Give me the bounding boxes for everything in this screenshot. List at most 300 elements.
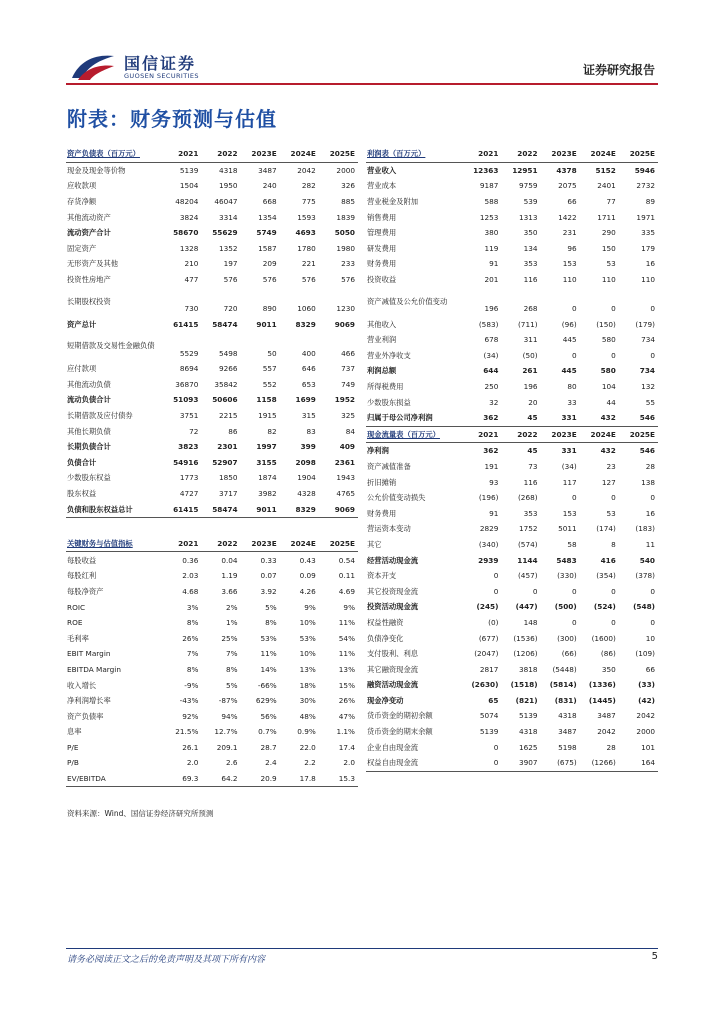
table-row bbox=[66, 408, 358, 424]
value-cell: 12363 bbox=[473, 165, 499, 175]
table-row bbox=[66, 646, 358, 662]
value-cell: 36870 bbox=[175, 379, 199, 389]
row-label: 流动资产合计 bbox=[67, 228, 111, 238]
row-label: 销售费用 bbox=[367, 212, 397, 222]
value-cell: 2829 bbox=[479, 524, 499, 534]
value-cell: 12951 bbox=[512, 165, 538, 175]
row-label: 归属于母公司净利润 bbox=[366, 410, 462, 426]
value-cell: 678 bbox=[484, 335, 499, 345]
value-cell: 221 bbox=[301, 259, 316, 269]
value-cell: 25% bbox=[221, 633, 238, 643]
value-cell: 0.04 bbox=[221, 555, 238, 565]
value-cell: 101 bbox=[641, 742, 655, 752]
value-cell: 0 bbox=[572, 617, 577, 627]
page-title: 附表：财务预测与估值 bbox=[67, 107, 277, 131]
row-label: ROE bbox=[67, 618, 83, 628]
table-row bbox=[66, 392, 358, 408]
row-label: 流动负债合计 bbox=[67, 395, 111, 405]
header-divider bbox=[66, 83, 658, 85]
value-cell: (2630) bbox=[471, 680, 499, 690]
value-cell: 1950 bbox=[219, 181, 238, 191]
value-cell: (179) bbox=[635, 319, 655, 329]
table-row bbox=[366, 287, 658, 316]
table-row bbox=[66, 552, 358, 568]
value-cell: 8% bbox=[186, 618, 199, 628]
row-label: 其它投资现金流 bbox=[367, 586, 419, 596]
value-cell: 23 bbox=[606, 461, 616, 471]
value-cell: 153 bbox=[562, 508, 577, 518]
value-cell: 11 bbox=[645, 539, 655, 549]
value-cell: 134 bbox=[523, 243, 538, 253]
value-cell: 2215 bbox=[219, 411, 238, 421]
row-label: ROIC bbox=[67, 602, 86, 612]
value-cell: 1773 bbox=[179, 473, 199, 483]
value-cell: (1445) bbox=[588, 695, 616, 705]
table-row bbox=[366, 225, 658, 241]
row-label: 应收款项 bbox=[67, 181, 97, 191]
value-cell: 466 bbox=[341, 348, 355, 358]
value-cell: 2075 bbox=[558, 181, 577, 191]
value-cell: 2.6 bbox=[225, 758, 238, 768]
value-cell: 0 bbox=[493, 571, 499, 581]
value-cell: 0 bbox=[493, 742, 499, 752]
table-row bbox=[366, 474, 658, 490]
table-row bbox=[366, 443, 658, 459]
value-cell: 1.1% bbox=[336, 727, 355, 737]
year-header: 2021 bbox=[162, 536, 201, 552]
value-cell: 3717 bbox=[219, 488, 238, 498]
value-cell: (109) bbox=[635, 649, 655, 659]
value-cell: 1060 bbox=[297, 304, 316, 314]
row-label: 长期负债合计 bbox=[67, 442, 111, 452]
row-label: 融资活动现金流 bbox=[367, 680, 419, 690]
value-cell: 0 bbox=[650, 493, 655, 503]
value-cell: 65 bbox=[488, 695, 499, 705]
table-row bbox=[66, 209, 358, 225]
value-cell: 26% bbox=[182, 633, 199, 643]
value-cell: 8% bbox=[186, 664, 199, 674]
table-row bbox=[66, 194, 358, 210]
value-cell: 33 bbox=[567, 397, 577, 407]
table-row bbox=[66, 162, 358, 178]
value-cell: (5448) bbox=[552, 664, 577, 674]
value-cell: 138 bbox=[641, 477, 655, 487]
value-cell: 353 bbox=[523, 508, 538, 518]
footer-disclaimer: 请务必阅读正文之后的免责声明及其项下所有内容 bbox=[67, 955, 266, 965]
value-cell: 576 bbox=[223, 275, 238, 285]
value-cell: 576 bbox=[262, 275, 277, 285]
value-cell: 261 bbox=[522, 366, 538, 376]
value-cell: 5% bbox=[226, 680, 238, 690]
row-label: 每股净资产 bbox=[67, 586, 104, 596]
table-row bbox=[366, 209, 658, 225]
value-cell: 1253 bbox=[479, 212, 499, 222]
value-cell: 2.0 bbox=[343, 758, 355, 768]
value-cell: 546 bbox=[619, 410, 658, 426]
value-cell: 0 bbox=[493, 586, 499, 596]
value-cell: 0 bbox=[611, 304, 616, 314]
value-cell: 0.11 bbox=[338, 571, 355, 581]
value-cell: 353 bbox=[523, 259, 538, 269]
value-cell: 0.09 bbox=[299, 571, 316, 581]
value-cell: 7% bbox=[226, 649, 238, 659]
value-cell: 231 bbox=[562, 228, 577, 238]
row-label: 财务费用 bbox=[367, 508, 397, 518]
value-cell: 1230 bbox=[336, 304, 355, 314]
value-cell: 0 bbox=[650, 617, 655, 627]
year-header: 2025E bbox=[319, 146, 358, 162]
value-cell: 1915 bbox=[258, 411, 277, 421]
value-cell: 8329 bbox=[295, 319, 316, 329]
value-cell: (34) bbox=[483, 350, 499, 360]
table-row bbox=[366, 708, 658, 724]
value-cell: 250 bbox=[484, 382, 499, 392]
footer-divider bbox=[66, 948, 658, 949]
value-cell: 4693 bbox=[295, 228, 316, 238]
value-cell: 56% bbox=[260, 711, 277, 721]
value-cell: 399 bbox=[300, 442, 316, 452]
value-cell: 2.4 bbox=[265, 758, 277, 768]
value-cell: 12.7% bbox=[214, 727, 238, 737]
value-cell: 1144 bbox=[517, 555, 538, 565]
value-cell: 2732 bbox=[636, 181, 655, 191]
value-cell: 362 bbox=[483, 446, 499, 456]
value-cell: 400 bbox=[301, 348, 316, 358]
value-cell: 546 bbox=[639, 446, 655, 456]
row-label: 净利润 bbox=[367, 446, 389, 456]
value-cell: 10 bbox=[645, 633, 655, 643]
value-cell: 350 bbox=[601, 664, 616, 674]
value-cell: -9% bbox=[184, 680, 199, 690]
value-cell: 557 bbox=[262, 364, 277, 374]
value-cell: 2817 bbox=[479, 664, 499, 674]
value-cell: 28 bbox=[606, 742, 616, 752]
value-cell: 48% bbox=[299, 711, 316, 721]
value-cell: 282 bbox=[301, 181, 316, 191]
value-cell: 15.3 bbox=[319, 771, 358, 787]
year-header: 2021 bbox=[462, 146, 501, 162]
value-cell: (1206) bbox=[513, 649, 538, 659]
value-cell: 53% bbox=[260, 633, 277, 643]
value-cell: 91 bbox=[489, 259, 499, 269]
logo-name-cn: 国信证券 bbox=[124, 54, 197, 73]
value-cell: (1518) bbox=[510, 680, 538, 690]
value-cell: 5498 bbox=[219, 348, 238, 358]
row-label: 其他收入 bbox=[367, 319, 397, 329]
value-cell: 445 bbox=[561, 366, 577, 376]
row-label: 存货净额 bbox=[67, 197, 97, 207]
value-cell: 5074 bbox=[479, 711, 499, 721]
value-cell: 5139 bbox=[479, 727, 499, 737]
table-row bbox=[366, 194, 658, 210]
value-cell: (574) bbox=[517, 539, 538, 549]
value-cell: 1504 bbox=[179, 181, 199, 191]
value-cell: 48204 bbox=[175, 197, 199, 207]
table-row bbox=[366, 755, 658, 771]
table-row bbox=[366, 724, 658, 740]
section-spacer bbox=[66, 527, 358, 536]
value-cell: 432 bbox=[580, 410, 619, 426]
table-row bbox=[366, 394, 658, 410]
table-row bbox=[66, 486, 358, 502]
value-cell: (677) bbox=[478, 633, 499, 643]
page-header bbox=[0, 0, 724, 90]
value-cell: 4378 bbox=[556, 165, 577, 175]
value-cell: 15% bbox=[338, 680, 355, 690]
row-label: 其它 bbox=[367, 539, 382, 549]
row-label: 其他流动资产 bbox=[67, 212, 111, 222]
value-cell: 2939 bbox=[478, 555, 499, 565]
value-cell: (354) bbox=[596, 571, 616, 581]
value-cell: 326 bbox=[341, 181, 355, 191]
value-cell: 1971 bbox=[636, 212, 655, 222]
value-cell: 69.3 bbox=[162, 771, 201, 787]
value-cell: 104 bbox=[601, 382, 616, 392]
value-cell: 890 bbox=[262, 304, 277, 314]
value-cell: 51093 bbox=[173, 395, 199, 405]
value-cell: (50) bbox=[522, 350, 538, 360]
value-cell: 0.9% bbox=[297, 727, 316, 737]
source-note: 资料来源：Wind、国信证券经济研究所预测 bbox=[67, 809, 214, 818]
table-row bbox=[366, 162, 658, 178]
value-cell: -87% bbox=[218, 696, 238, 706]
value-cell: (831) bbox=[554, 695, 577, 705]
table-row bbox=[66, 693, 358, 709]
value-cell: 26.1 bbox=[182, 742, 199, 752]
value-cell: 53 bbox=[606, 508, 616, 518]
value-cell: 1352 bbox=[219, 243, 238, 253]
row-label: 公允价值变动损失 bbox=[367, 493, 426, 503]
value-cell: -43% bbox=[179, 696, 199, 706]
row-label: 股东权益 bbox=[67, 488, 97, 498]
value-cell: (524) bbox=[593, 602, 616, 612]
value-cell: 0 bbox=[532, 586, 538, 596]
value-cell: (196) bbox=[478, 493, 499, 503]
row-label: 收入增长 bbox=[67, 680, 97, 690]
value-cell: 629% bbox=[255, 696, 277, 706]
value-cell: (86) bbox=[600, 649, 616, 659]
row-label: EBITDA Margin bbox=[67, 664, 121, 674]
value-cell: 46047 bbox=[214, 197, 238, 207]
row-label: 研发费用 bbox=[367, 243, 397, 253]
value-cell: 2042 bbox=[636, 711, 655, 721]
year-header: 2025E bbox=[319, 536, 358, 552]
value-cell: 119 bbox=[484, 243, 499, 253]
value-cell: 55629 bbox=[212, 228, 238, 238]
row-label: 现金净变动 bbox=[367, 695, 404, 705]
row-label: 折旧摊销 bbox=[367, 477, 397, 487]
table-row bbox=[366, 272, 658, 288]
value-cell: 8% bbox=[265, 618, 277, 628]
row-label: 现金及现金等价物 bbox=[67, 165, 126, 175]
year-header: 2022 bbox=[501, 146, 540, 162]
row-label: 长期借款及应付债券 bbox=[67, 411, 133, 421]
value-cell: 61415 bbox=[173, 319, 199, 329]
value-cell: 58 bbox=[567, 539, 577, 549]
value-cell: 53 bbox=[606, 259, 616, 269]
value-cell: 268 bbox=[523, 304, 538, 314]
value-cell: 1839 bbox=[336, 212, 355, 222]
value-cell: 22.0 bbox=[299, 742, 316, 752]
value-cell: 0 bbox=[611, 350, 616, 360]
value-cell: 3751 bbox=[179, 411, 199, 421]
value-cell: 734 bbox=[639, 366, 655, 376]
value-cell: 196 bbox=[484, 304, 499, 314]
value-cell: 240 bbox=[262, 181, 277, 191]
value-cell: 50 bbox=[267, 348, 277, 358]
value-cell: 13% bbox=[338, 664, 355, 674]
value-cell: 540 bbox=[639, 555, 655, 565]
row-label: 其他流动负债 bbox=[67, 379, 111, 389]
value-cell: 576 bbox=[341, 275, 355, 285]
table-row bbox=[66, 677, 358, 693]
value-cell: 331 bbox=[541, 410, 580, 426]
value-cell: 0 bbox=[650, 304, 655, 314]
value-cell: 1587 bbox=[258, 243, 277, 253]
value-cell: (34) bbox=[561, 461, 577, 471]
value-cell: 197 bbox=[223, 259, 238, 269]
value-cell: 3818 bbox=[519, 664, 538, 674]
value-cell: 416 bbox=[600, 555, 616, 565]
row-label: 毛利率 bbox=[67, 633, 89, 643]
value-cell: 2098 bbox=[295, 457, 316, 467]
value-cell: 644 bbox=[483, 366, 499, 376]
value-cell: 1593 bbox=[297, 212, 316, 222]
row-label: 短期借款及交易性金融负债 bbox=[67, 341, 155, 351]
row-label: 营业成本 bbox=[367, 181, 397, 191]
value-cell: 3982 bbox=[258, 488, 277, 498]
key-metrics-title: 关键财务与估值指标 bbox=[66, 536, 162, 552]
table-row bbox=[66, 377, 358, 393]
value-cell: 5529 bbox=[179, 348, 199, 358]
row-label: 投资收益 bbox=[367, 275, 397, 285]
value-cell: 11% bbox=[338, 618, 355, 628]
value-cell: 58670 bbox=[173, 228, 199, 238]
value-cell: 0 bbox=[572, 586, 577, 596]
row-label: 所得税费用 bbox=[367, 382, 404, 392]
value-cell: 0 bbox=[572, 493, 577, 503]
value-cell: 210 bbox=[184, 259, 199, 269]
value-cell: 580 bbox=[601, 335, 616, 345]
value-cell: 233 bbox=[341, 259, 355, 269]
value-cell: 432 bbox=[600, 446, 616, 456]
table-row bbox=[366, 599, 658, 615]
value-cell: (33) bbox=[638, 680, 655, 690]
value-cell: (2047) bbox=[474, 649, 499, 659]
value-cell: 4318 bbox=[519, 727, 538, 737]
row-label: 每股收益 bbox=[67, 555, 97, 565]
table-row bbox=[66, 439, 358, 455]
value-cell: 1904 bbox=[297, 473, 316, 483]
value-cell: 110 bbox=[641, 275, 655, 285]
value-cell: 362 bbox=[462, 410, 501, 426]
balance-sheet-title: 资产负债表（百万元） bbox=[66, 146, 162, 162]
value-cell: 117 bbox=[562, 477, 577, 487]
value-cell: 2.0 bbox=[186, 758, 199, 768]
value-cell: 110 bbox=[601, 275, 616, 285]
year-header: 2024E bbox=[280, 536, 319, 552]
value-cell: (245) bbox=[476, 602, 499, 612]
table-row bbox=[366, 739, 658, 755]
row-label: 净利润增长率 bbox=[67, 696, 111, 706]
section-spacer bbox=[66, 517, 358, 527]
value-cell: 5483 bbox=[556, 555, 577, 565]
value-cell: 17.8 bbox=[280, 771, 319, 787]
table-row bbox=[66, 287, 358, 316]
row-label: 少数股东权益 bbox=[67, 473, 111, 483]
value-cell: (1336) bbox=[588, 680, 616, 690]
value-cell: (150) bbox=[596, 319, 616, 329]
value-cell: 116 bbox=[523, 275, 538, 285]
value-cell: 110 bbox=[562, 275, 577, 285]
value-cell: 1752 bbox=[519, 524, 538, 534]
value-cell: 9% bbox=[343, 602, 355, 612]
value-cell: 153 bbox=[562, 259, 577, 269]
table-row bbox=[366, 505, 658, 521]
row-label: 其他长期负债 bbox=[67, 426, 111, 436]
value-cell: (378) bbox=[635, 571, 655, 581]
year-header: 2022 bbox=[201, 536, 240, 552]
value-cell: 9187 bbox=[479, 181, 499, 191]
table-row bbox=[66, 568, 358, 584]
value-cell: (183) bbox=[635, 524, 655, 534]
value-cell: 20 bbox=[528, 397, 538, 407]
value-cell: 1952 bbox=[334, 395, 355, 405]
table-row bbox=[366, 241, 658, 257]
value-cell: 749 bbox=[341, 379, 355, 389]
row-label: 负债净变化 bbox=[367, 633, 404, 643]
value-cell: 164 bbox=[619, 755, 658, 771]
table-row bbox=[66, 708, 358, 724]
value-cell: 55 bbox=[645, 397, 655, 407]
value-cell: 646 bbox=[301, 364, 316, 374]
value-cell: 477 bbox=[184, 275, 199, 285]
value-cell: 3487 bbox=[597, 711, 616, 721]
value-cell: 18% bbox=[299, 680, 316, 690]
value-cell: 4727 bbox=[179, 488, 199, 498]
value-cell: 775 bbox=[301, 197, 316, 207]
value-cell: 53% bbox=[299, 633, 316, 643]
value-cell: (457) bbox=[517, 571, 538, 581]
value-cell: (447) bbox=[515, 602, 538, 612]
value-cell: 10% bbox=[299, 618, 316, 628]
value-cell: 1980 bbox=[336, 243, 355, 253]
logo-name-en: GUOSEN SECURITIES bbox=[124, 72, 199, 80]
value-cell: (5814) bbox=[549, 680, 577, 690]
row-label: 长期股权投资 bbox=[67, 297, 111, 307]
value-cell: 9069 bbox=[319, 501, 358, 517]
value-cell: (42) bbox=[638, 695, 655, 705]
value-cell: 3.66 bbox=[221, 586, 238, 596]
value-cell: 0.43 bbox=[299, 555, 316, 565]
value-cell: 132 bbox=[641, 382, 655, 392]
value-cell: 0.33 bbox=[260, 555, 277, 565]
value-cell: 47% bbox=[338, 711, 355, 721]
table-row bbox=[66, 584, 358, 600]
table-row bbox=[66, 423, 358, 439]
row-label: 权益性融资 bbox=[367, 617, 404, 627]
value-cell: 9759 bbox=[519, 181, 538, 191]
table-row bbox=[66, 615, 358, 631]
value-cell: 50606 bbox=[212, 395, 238, 405]
value-cell: (96) bbox=[561, 319, 577, 329]
year-header: 2021 bbox=[162, 146, 201, 162]
value-cell: 350 bbox=[523, 228, 538, 238]
value-cell: 44 bbox=[606, 397, 616, 407]
row-label: 营业外净收支 bbox=[367, 350, 411, 360]
row-label: 支付股利、利息 bbox=[367, 649, 419, 659]
cash-flow-header-row bbox=[366, 426, 658, 443]
